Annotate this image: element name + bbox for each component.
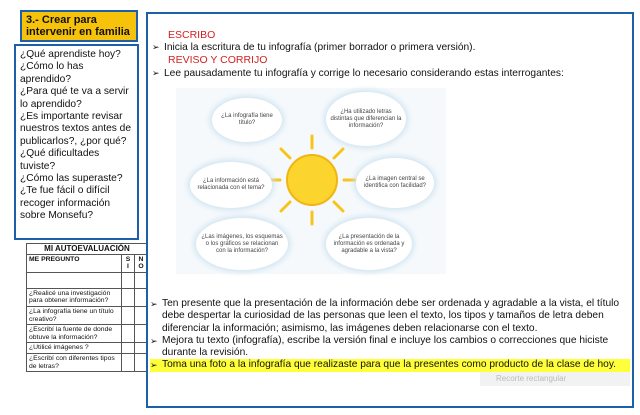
reflection-question: ¿Te fue fácil o difícil recoger información sobre Monsefu? (20, 185, 111, 222)
self-evaluation-table (26, 243, 148, 372)
evaluation-item: ¿Escribí con diferentes tipos de letras? (27, 353, 122, 371)
section-title-line1: 3.- Crear para (26, 14, 97, 26)
table-row (27, 343, 148, 354)
table-row (27, 353, 148, 371)
infographic-cloud: ¿Ha utilizado letras distintas que diferencian la información? (326, 92, 406, 146)
evaluation-col-yes: S I (122, 254, 135, 272)
evaluation-item: ¿Escribí la fuente de donde obtuve la información? (27, 325, 122, 343)
evaluation-item: ¿Utilicé imágenes ? (27, 343, 122, 354)
infographic-image (176, 88, 446, 274)
evaluation-item: ¿La infografía tiene un título creativo? (27, 306, 122, 324)
infographic-cloud: ¿La presentación de la información es ordenada y agradable a la vista? (326, 218, 412, 270)
infographic-cloud: ¿Las imágenes, los esquemas o los gráficos se relacionan con la información? (196, 218, 288, 270)
yes-cell[interactable] (122, 343, 135, 354)
list-item (150, 298, 630, 335)
arrow-bullet-icon: ➢ (150, 360, 158, 371)
instruction-text: Ten presente que la presentación de la información debe ser ordenada y agradable a la vista, el título debe despertar la curiosidad de las personas que leen el texto, los tipos y tamaños de letra deben diferenciar la información; asimismo, las imágenes deben relacionarse con el texto. (162, 298, 620, 334)
evaluation-col-no: N O (135, 254, 148, 272)
infographic-cloud: ¿La infografía tiene título? (212, 98, 282, 142)
reflection-question: ¿Qué dificultades tuviste? (20, 148, 100, 172)
infographic-cloud: ¿La imagen central se identifica con facilidad? (356, 158, 434, 208)
reflection-question: ¿Es importante revisar nuestros textos antes de publicarlos?, ¿por qué? (20, 111, 131, 147)
reflection-question: ¿Para qué te va a servir lo aprendido? (20, 86, 129, 110)
evaluation-item: ¿Realicé una investigación para obtener información? (27, 288, 122, 306)
reviso-line (152, 67, 564, 80)
reflection-question: ¿Cómo las superaste? (20, 173, 123, 185)
snip-tool-label[interactable] (480, 372, 630, 386)
table-row (27, 325, 148, 343)
instruction-text: Mejora tu texto (infografía), escribe la versión final e incluye los cambios o correcciones que hiciste durante la revisión. (162, 334, 609, 359)
arrow-bullet-icon: ➢ (152, 42, 160, 52)
reviso-heading: REVISO Y CORRIJO (168, 54, 268, 66)
arrow-bullet-icon: ➢ (150, 335, 158, 346)
evaluation-title: MI AUTOEVALUACIÓN (27, 244, 148, 255)
escribo-heading: ESCRIBO (168, 29, 216, 41)
yes-cell[interactable] (122, 306, 135, 324)
escribo-line (152, 41, 475, 54)
escribo-text: Inicia la escritura de tu infografía (primer borrador o primera versión). (164, 42, 476, 53)
table-row (27, 306, 148, 324)
arrow-bullet-icon: ➢ (152, 68, 160, 78)
reflection-questions-box (14, 44, 139, 240)
evaluation-col-question: ME PREGUNTO (27, 254, 122, 272)
list-item-highlighted (150, 359, 630, 371)
yes-cell[interactable] (122, 325, 135, 343)
reviso-text: Lee pausadamente tu infografía y corrige lo necesario considerando estas interrogantes: (164, 68, 564, 79)
arrow-bullet-icon: ➢ (150, 299, 158, 309)
section-title-box (20, 10, 138, 42)
table-row (27, 272, 148, 288)
instructions-list (150, 298, 630, 372)
infographic-cloud: ¿La información está relacionada con el tema? (190, 162, 272, 208)
reflection-question: ¿Cómo lo has aprendido? (20, 61, 84, 85)
section-title-line2: intervenir en familia (26, 26, 130, 38)
snip-tool-text: Recorte rectangular (496, 374, 567, 383)
yes-cell[interactable] (122, 353, 135, 371)
reflection-question: ¿Qué aprendiste hoy? (20, 49, 121, 60)
yes-cell[interactable] (122, 288, 135, 306)
instruction-text: Toma una foto a la infografía que realizaste para que la presentes como producto de la clase de hoy. (162, 359, 617, 371)
list-item (150, 335, 630, 360)
table-row (27, 288, 148, 306)
